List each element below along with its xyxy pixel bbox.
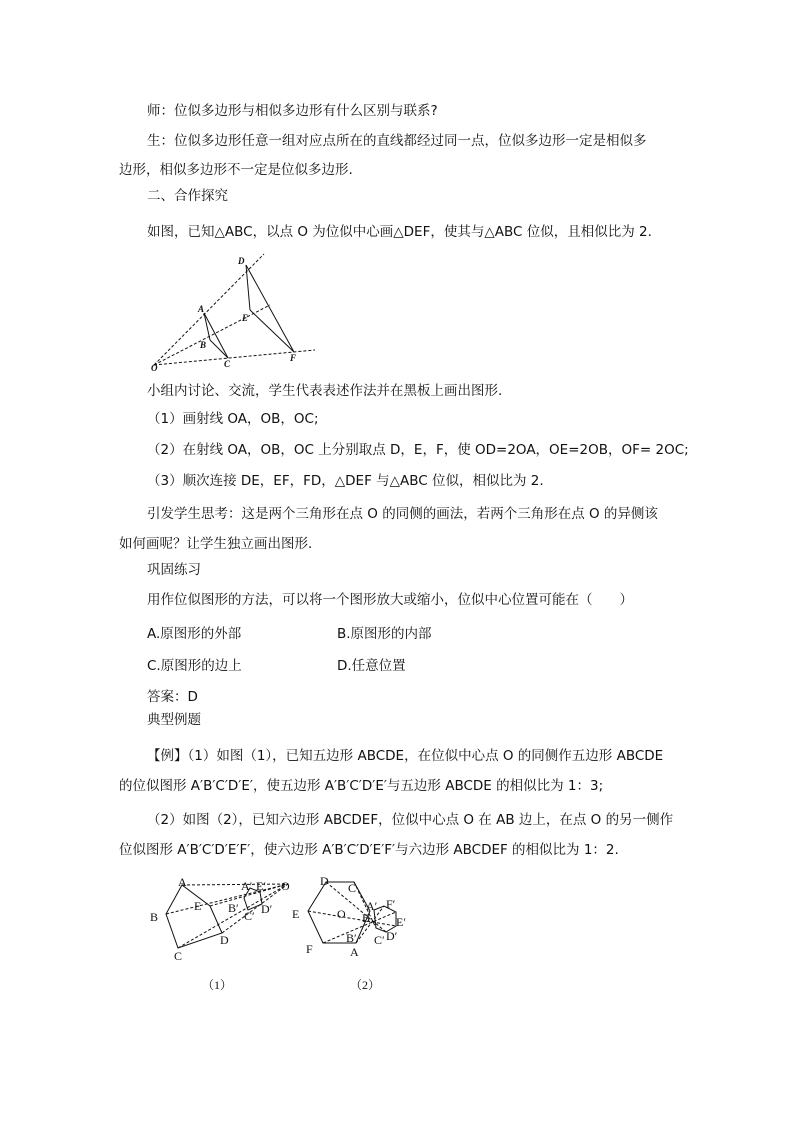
section-heading: 二、合作探究 <box>147 188 228 204</box>
label-A: A <box>178 875 187 889</box>
label-A: A <box>350 945 359 959</box>
option-d: D.任意位置 <box>337 658 406 674</box>
step-1: （1）画射线 OA，OB，OC; <box>147 411 319 427</box>
answer: 答案：D <box>147 689 198 705</box>
label-E: E <box>242 313 249 323</box>
label-D-prime: D′ <box>261 902 273 916</box>
label-O: O <box>337 907 346 921</box>
teacher-question: 师：位似多边形与相似多边形有什么区别与联系? <box>147 103 438 119</box>
label-B: B <box>150 910 159 924</box>
label-E-prime: E′ <box>256 879 266 893</box>
label-F-prime: F′ <box>386 897 396 911</box>
discussion-text: 小组内讨论、交流，学生代表表述作法并在黑板上画出图形. <box>147 383 503 399</box>
figure-2-caption: （2） <box>350 978 381 992</box>
label-E-prime: E′ <box>396 915 406 929</box>
problem-statement: 如图，已知△ABC，以点 O 为位似中心画△DEF，使其与△ABC 位似，且相似比为 2. <box>147 224 652 240</box>
label-E: E <box>292 907 300 921</box>
option-a: A.原图形的外部 <box>147 626 242 642</box>
example-part1-cont: 的位似图形 A′B′C′D′E′，使五边形 A′B′C′D′E′与五边形 ABCDE 的相似比为 1：3; <box>119 778 604 794</box>
label-D-prime: D′ <box>386 929 398 943</box>
option-b: B.原图形的内部 <box>337 626 432 642</box>
option-c: C.原图形的边上 <box>147 658 242 674</box>
thinking-prompt: 引发学生思考：这是两个三角形在点 O 的同侧的画法，若两个三角形在点 O 的异侧该 <box>147 506 658 522</box>
practice-heading: 巩固练习 <box>147 562 201 578</box>
step-3: （3）顺次连接 DE，EF，FD，△DEF 与△ABC 位似，相似比为 2. <box>147 473 544 489</box>
pentagon-homothety-figure <box>140 868 310 998</box>
label-C-prime: C′ <box>374 933 385 947</box>
example-part2-cont: 位似图形 A′B′C′D′E′F′，使六边形 A′B′C′D′E′F′与六边形 ABCDEF 的相似比为 1：2. <box>119 842 619 858</box>
label-C-prime: C′ <box>244 909 255 923</box>
triangle-homothety-figure <box>140 250 330 375</box>
label-B-prime: B′ <box>228 901 239 915</box>
label-C: C <box>348 881 357 895</box>
student-answer: 生：位似多边形任意一组对应点所在的直线都经过同一点，位似多边形一定是相似多 <box>147 133 647 149</box>
student-answer-cont: 边形，相似多边形不一定是位似多边形. <box>119 162 353 178</box>
hexagon-homothety-figure <box>288 868 418 998</box>
example-heading: 典型例题 <box>147 712 201 728</box>
label-B: B <box>200 340 207 350</box>
label-C: C <box>174 949 183 963</box>
label-D: D <box>238 256 245 266</box>
step-2: （2）在射线 OA，OB，OC 上分别取点 D，E，F，使 OD=2OA，OE=2OB，OF= 2OC; <box>147 442 689 458</box>
thinking-prompt-cont: 如何画呢？让学生独立画出图形. <box>119 536 313 552</box>
label-A: A <box>198 304 205 314</box>
label-O: O <box>151 363 158 373</box>
label-F: F <box>290 353 297 363</box>
label-E: E <box>194 899 202 913</box>
label-C: C <box>224 359 231 369</box>
practice-question: 用作位似图形的方法，可以将一个图形放大或缩小，位似中心位置可能在（ ） <box>147 592 633 608</box>
label-A-prime: A′ <box>241 879 253 893</box>
label-B: B <box>362 911 371 925</box>
figure-1-caption: （1） <box>202 978 233 992</box>
example-part2: （2）如图（2），已知六边形 ABCDEF，位似中心点 O 在 AB 边上，在点 O 的另一侧作 <box>147 812 674 828</box>
label-A-prime: A′ <box>366 899 378 913</box>
label-B-prime: B′ <box>346 931 357 945</box>
label-F: F <box>306 942 313 956</box>
label-O: O <box>281 879 290 893</box>
example-part1: 【例】（1）如图（1），已知五边形 ABCDE，在位似中心点 O 的同侧作五边形 ABCDE <box>147 748 664 764</box>
label-D: D <box>320 874 329 888</box>
label-D: D <box>220 933 229 947</box>
